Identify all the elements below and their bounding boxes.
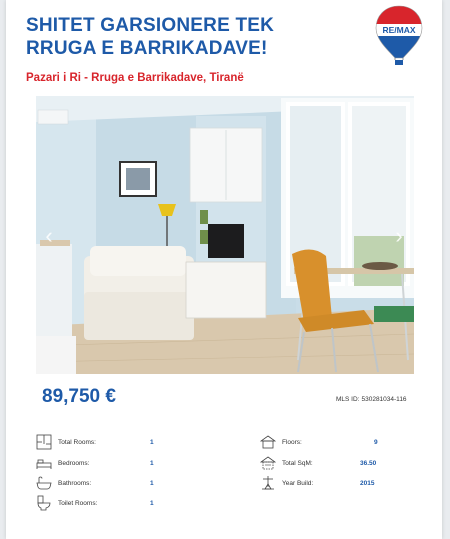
feature-label: Floors: [282, 438, 302, 446]
feature-value: 1 [150, 459, 154, 467]
feature-value: 1 [150, 438, 154, 446]
mls-label: MLS ID: [336, 396, 360, 403]
feature-label: Bathrooms: [58, 479, 92, 487]
photo-prev-arrow[interactable]: ‹ [45, 223, 53, 248]
feature-total-sqm [260, 455, 377, 471]
feature-value: 1 [150, 479, 154, 487]
remax-balloon-logo [374, 4, 424, 68]
listing-address: Pazari i Ri - Rruga e Barrikadave, Tiranë [26, 72, 244, 84]
build-icon [260, 475, 276, 491]
bed-icon [36, 455, 52, 471]
house-icon [260, 434, 276, 450]
mls-id [336, 396, 407, 403]
toilet-icon [36, 495, 52, 511]
feature-label: Toilet Rooms: [58, 499, 98, 507]
title-line-1: SHITET GARSIONERE TEK [26, 15, 275, 36]
logo-text: RE/MAX [382, 25, 416, 35]
feature-value: 9 [374, 438, 378, 446]
photo-illustration [36, 96, 414, 374]
bathtub-icon [36, 475, 52, 491]
feature-value: 2015 [360, 479, 375, 487]
area-icon [260, 455, 276, 471]
photo-next-arrow[interactable]: › [395, 223, 403, 248]
listing-sheet [6, 0, 442, 539]
listing-title [26, 14, 346, 60]
apartment-photo[interactable] [36, 96, 414, 374]
listing-price: 89,750 € [42, 386, 116, 407]
feature-floors [260, 434, 378, 450]
feature-label: Total Rooms: [58, 438, 96, 446]
feature-bathrooms [36, 475, 154, 491]
title-line-2: RRUGA E BARRIKADAVE! [26, 38, 268, 59]
feature-label: Total SqM: [282, 459, 313, 467]
feature-value: 1 [150, 499, 154, 507]
feature-value: 36.50 [360, 459, 377, 467]
feature-total-rooms [36, 434, 154, 450]
feature-toilet-rooms [36, 495, 154, 511]
feature-label: Bedrooms: [58, 459, 90, 467]
mls-value: 530281034-116 [361, 396, 407, 403]
floorplan-icon [36, 434, 52, 450]
feature-label: Year Build: [282, 479, 314, 487]
feature-year-build [260, 475, 375, 491]
feature-bedrooms [36, 455, 154, 471]
